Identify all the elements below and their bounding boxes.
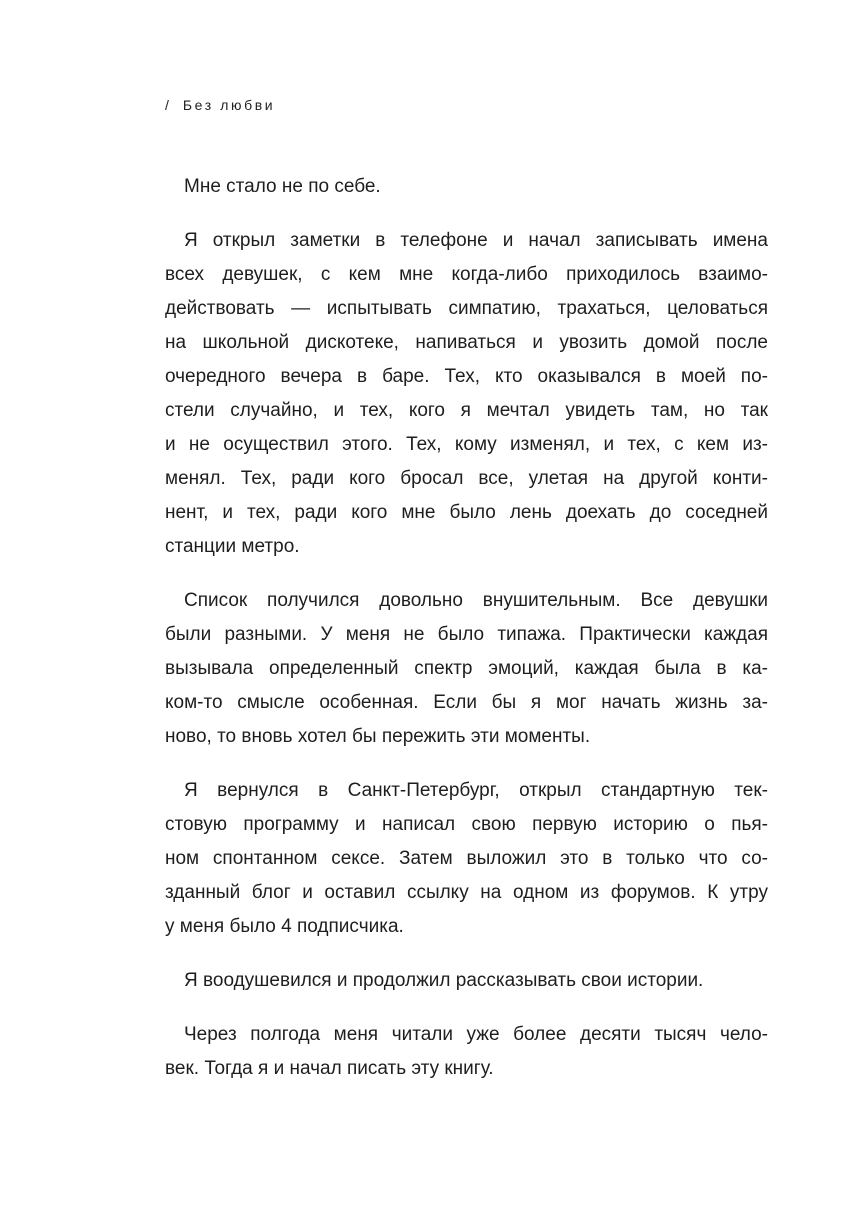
- text-line: очередного вечера в баре. Тех, кто оказывался в моей по-: [165, 366, 768, 387]
- paragraph: [165, 1018, 768, 1086]
- text-line: действовать — испытывать симпатию, трахаться, целоваться: [165, 298, 768, 319]
- text-line: ком-то смысле особенная. Если бы я мог начать жизнь за-: [165, 692, 768, 713]
- text-line: Я открыл заметки в телефоне и начал записывать имена: [184, 230, 768, 251]
- paragraph: [165, 964, 768, 998]
- text-line: ново, то вновь хотел бы пережить эти моменты.: [165, 726, 591, 747]
- text-line: вызывала определенный спектр эмоций, каждая была в ка-: [165, 658, 768, 679]
- running-header: [165, 97, 275, 113]
- text-line: Я воодушевился и продолжил рассказывать свои истории.: [184, 970, 704, 991]
- text-line: Мне стало не по себе.: [184, 176, 381, 197]
- paragraph: [165, 224, 768, 564]
- text-line: у меня было 4 подписчика.: [165, 916, 404, 937]
- paragraph: [165, 584, 768, 754]
- text-line: ном спонтанном сексе. Затем выложил это в только что со-: [165, 848, 768, 869]
- text-line: стели случайно, и тех, кого я мечтал увидеть там, но так: [165, 400, 768, 421]
- text-line: Список получился довольно внушительным. Все девушки: [184, 590, 768, 611]
- text-line: на школьной дискотеке, напиваться и увозить домой после: [165, 332, 768, 353]
- text-line: зданный блог и оставил ссылку на одном из форумов. К утру: [165, 882, 768, 903]
- paragraph: [165, 774, 768, 944]
- paragraph: [165, 170, 768, 204]
- text-line: нент, и тех, ради кого мне было лень доехать до соседней: [165, 502, 768, 523]
- page-body: [165, 170, 768, 1106]
- text-line: станции метро.: [165, 536, 300, 557]
- text-line: были разными. У меня не было типажа. Практически каждая: [165, 624, 768, 645]
- text-line: менял. Тех, ради кого бросал все, улетая на другой конти-: [165, 468, 768, 489]
- chapter-title: Без любви: [182, 97, 276, 113]
- text-line: стовую программу и написал свою первую историю о пья-: [165, 814, 768, 835]
- text-line: век. Тогда я и начал писать эту книгу.: [165, 1058, 494, 1079]
- header-separator: /: [165, 97, 169, 113]
- text-line: Через полгода меня читали уже более десяти тысяч чело-: [184, 1024, 768, 1045]
- text-line: и не осуществил этого. Тех, кому изменял, и тех, с кем из-: [165, 434, 768, 455]
- text-line: всех девушек, с кем мне когда-либо приходилось взаимо-: [165, 264, 768, 285]
- text-line: Я вернулся в Санкт-Петербург, открыл стандартную тек-: [184, 780, 768, 801]
